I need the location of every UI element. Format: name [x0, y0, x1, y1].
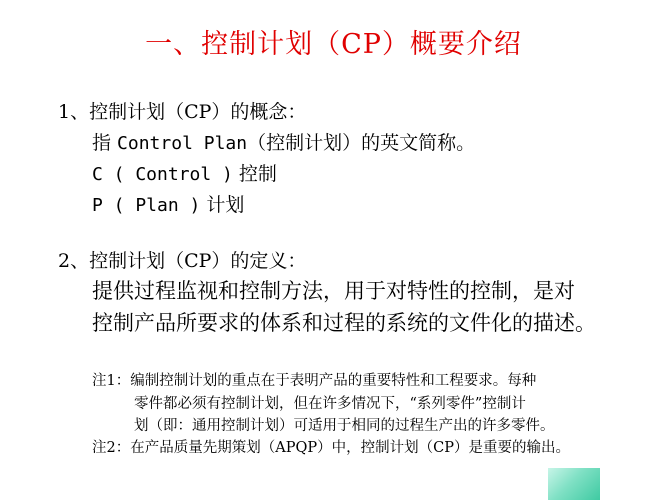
section1-line1 [92, 128, 475, 155]
section1-line3 [92, 190, 244, 217]
section1-line2-meaning: 控制 [232, 163, 277, 185]
section1-line2-term: C ( Control ) [92, 164, 233, 185]
section2-line2: 控制产品所要求的体系和过程的系统的文件化的描述。 [92, 311, 596, 335]
section1-line1-prefix: 指 [92, 132, 118, 154]
section1-line1-suffix: （控制计划）的英文简称。 [247, 132, 476, 154]
slide-title: 一、控制计划（CP）概要介绍 [145, 29, 522, 60]
note1-line3: 划（即：通用控制计划）可适用于相同的过程生产出的许多零件。 [134, 418, 555, 434]
section2-line1: 提供过程监视和控制方法，用于对特性的控制，是对 [92, 279, 575, 303]
note1-line2: 零件都必须有控制计划，但在许多情况下，“系列零件”控制计 [134, 396, 526, 412]
section1-heading: 1、控制计划（CP）的概念： [58, 101, 307, 123]
section1-line1-term: Control Plan [117, 133, 248, 154]
section2-heading: 2、控制计划（CP）的定义： [58, 250, 307, 272]
note2-line1: 注2：在产品质量先期策划（APQP）中，控制计划（CP）是重要的输出。 [92, 440, 570, 456]
section1-line3-meaning: 计划 [200, 194, 245, 216]
section1-line2 [92, 159, 277, 186]
corner-decoration [548, 468, 600, 500]
section1-line3-term: P ( Plan ) [92, 195, 201, 216]
note1-line1: 注1：编制控制计划的重点在于表明产品的重要特性和工程要求。每种 [92, 373, 537, 389]
